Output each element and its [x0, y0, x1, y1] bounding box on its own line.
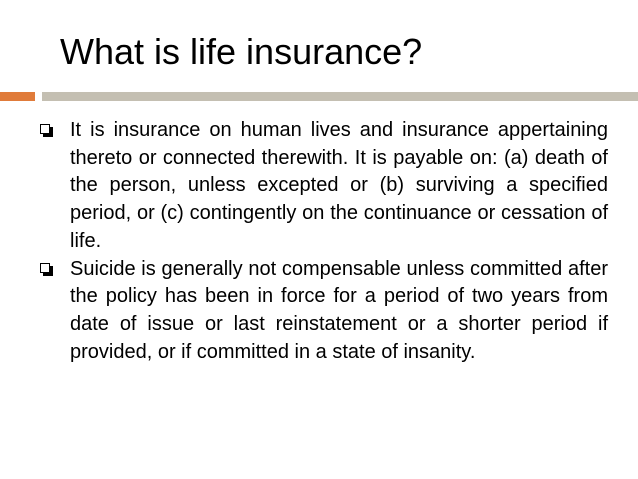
- title-accent-bar: [0, 92, 35, 101]
- bullet-text: Suicide is generally not compensable unless committed after the policy has been in force for a period of two years from date of issue or last reinstatement or a shorter period if provided, or if committed in a state of insanity.: [70, 257, 608, 363]
- bullet-text: It is insurance on human lives and insurance appertaining thereto or connected therewith. It is payable on: (a) death of the person, unless excepted or (b) surviving a specified period, or (c) contingently on the continuance or cessation of life.: [70, 119, 608, 252]
- square-bullet-icon: [40, 263, 53, 276]
- slide-title: What is life insurance?: [60, 31, 423, 72]
- bullet-list: [38, 117, 608, 366]
- bullet-item: [38, 117, 608, 256]
- bullet-item: [38, 256, 608, 367]
- square-bullet-icon: [40, 124, 53, 137]
- title-divider-bar: [42, 92, 638, 101]
